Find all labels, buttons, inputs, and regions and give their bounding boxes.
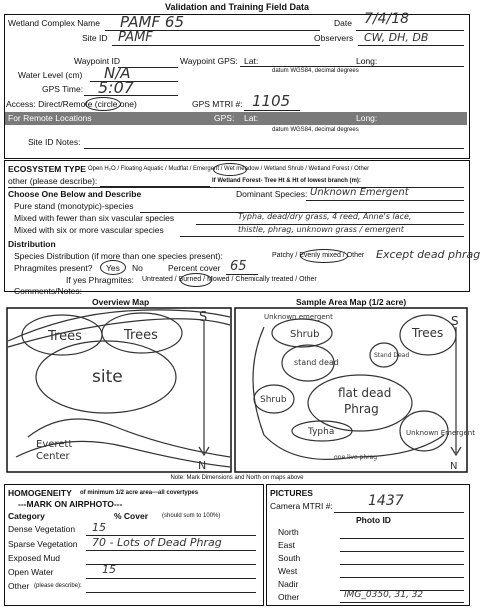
if-yes-label: If yes Phragmites: — [66, 275, 135, 285]
datum-note-1: datum WGS84, decimal degrees — [272, 68, 359, 74]
comments-label: Comments/Notes: — [14, 286, 83, 296]
overview-map-title: Overview Map — [92, 297, 150, 307]
homogeneity-subtitle: of minimum 1/2 acre area---all covertypes — [80, 490, 199, 496]
date-value[interactable]: 7/4/18 — [364, 11, 410, 27]
sample-label-standing-dead: stand dead — [294, 358, 339, 367]
overview-label-trees-1: Trees — [48, 329, 82, 344]
ecosystem-type-options[interactable]: Open H₂O / Floating Aquatic / Mudflat / Emergent / Wet meadow / Wetland Shrub / Wetland Forest / Other — [88, 166, 370, 172]
observers-line — [358, 45, 464, 46]
species-distribution-label: Species Distribution (if more than one species present): — [14, 251, 223, 261]
mixed-six-label: Mixed with six or more vascular species — [14, 225, 164, 235]
mixed-six-line — [180, 236, 464, 237]
picture-row-label: South — [278, 553, 301, 563]
site-id-notes-label: Site ID Notes: — [28, 137, 81, 147]
access-label: Access: Direct/Remote (circle one) — [6, 99, 137, 109]
long-label-2: Long: — [356, 113, 378, 123]
wetland-complex-label: Wetland Complex Name — [8, 18, 100, 28]
homog-row-value[interactable]: 15 — [92, 521, 106, 534]
water-level-label: Water Level (cm) — [18, 70, 83, 80]
homog-row-line — [86, 592, 256, 593]
overview-label-site: site — [92, 367, 123, 387]
homog-row-line — [86, 578, 256, 579]
sample-label-unknown-2: Unknown Emergent — [406, 429, 475, 437]
phrag-treatment-options[interactable]: Untreated / Burned / Mowed / Chemically treated / Other — [142, 276, 317, 283]
overview-label-center-2: Center — [36, 451, 70, 462]
distribution-options[interactable]: Patchy / Evenly mixed / Other — [272, 252, 365, 259]
phrag-present-label: Phragmites present? — [14, 263, 93, 273]
phrag-note[interactable]: Except dead phrag — [376, 248, 480, 261]
dominant-label: Dominant Species: — [236, 189, 308, 199]
pictures-title: PICTURES — [270, 488, 313, 498]
picture-row-line — [340, 538, 464, 539]
forest-note: If Wetland Forest- Tree Ht & Ht of lowest branch (m): — [212, 178, 361, 184]
phrag-no-label[interactable]: No — [132, 263, 143, 273]
observers-value[interactable]: CW, DH, DB — [364, 31, 429, 44]
homog-row-line — [86, 550, 256, 551]
picture-row-label: Other — [278, 592, 300, 602]
emergent-circle — [213, 163, 247, 176]
sample-area-map[interactable] — [234, 307, 475, 473]
lat-label-2: Lat: — [244, 113, 259, 123]
picture-row-line — [340, 551, 464, 552]
overview-map[interactable] — [6, 307, 232, 473]
sample-label-shrub-2: Shrub — [260, 395, 287, 405]
homog-row-label: Dense Vegetation — [8, 524, 76, 534]
camera-mtri-line — [334, 512, 464, 513]
overview-label-n: N — [198, 459, 207, 472]
site-id-label: Site ID — [82, 33, 108, 43]
waypoint-id-label: Waypoint ID — [74, 56, 120, 66]
overview-road-top-2 — [8, 319, 230, 347]
camera-mtri-label: Camera MTRI #: — [270, 501, 333, 511]
sheet-title: Validation and Training Field Data — [164, 2, 310, 12]
evenly-mixed-circle — [300, 249, 348, 263]
sample-label-s: S — [451, 314, 459, 328]
gps-mtri-label: GPS MTRI #: — [192, 99, 243, 109]
datum-note-2: datum WGS84, decimal degrees — [272, 127, 359, 133]
picture-row-value[interactable]: IMG_0350, 31, 32 — [344, 590, 424, 600]
sample-label-stand-dead-2: Stand Dead — [374, 352, 410, 359]
gps-time-label: GPS Time: — [42, 84, 84, 94]
dominant-line — [306, 200, 464, 201]
phrag-yes-label[interactable]: Yes — [106, 263, 120, 273]
picture-row-line — [340, 564, 464, 565]
observers-label: Observers — [314, 33, 354, 43]
sample-label-trees: Trees — [412, 326, 444, 340]
sample-label-shrub: Shrub — [290, 329, 320, 340]
overview-road-top — [8, 310, 230, 341]
picture-row-line — [340, 577, 464, 578]
percent-cover-label: Percent cover — [168, 263, 221, 273]
sample-label-one-live: one live phrag — [334, 454, 378, 461]
dominant-value[interactable]: Unknown Emergent — [310, 187, 409, 198]
maps-note: Note: Mark Dimensions and North on maps above — [170, 475, 304, 481]
homog-row-label: Exposed Mud — [8, 553, 60, 563]
waypoint-gps-label: Waypoint GPS: — [180, 56, 238, 66]
gps-mtri-value[interactable]: 1105 — [252, 92, 291, 110]
access-remote-circle — [85, 97, 121, 111]
homog-row-value[interactable]: 15 — [102, 563, 116, 576]
site-id-line — [112, 45, 320, 46]
overview-label-trees-2: Trees — [124, 328, 158, 343]
category-label: Category — [8, 511, 45, 521]
picture-row-label: North — [278, 527, 299, 537]
choose-label: Choose One Below and Describe — [8, 189, 142, 199]
sample-label-unknown-emergent: Unknown emergent — [264, 313, 333, 321]
wetland-complex-value[interactable]: PAMF 65 — [120, 13, 184, 31]
sample-label-typha: Typha — [308, 427, 335, 437]
pure-stand-label: Pure stand (monotypic)-species — [14, 201, 134, 211]
percent-cover-value[interactable]: 65 — [230, 259, 247, 274]
mixed-fewer-value[interactable]: Typha, dead/dry grass, 4 reed, Anne's lace, — [238, 212, 412, 221]
percent-cover-line — [226, 274, 258, 275]
picture-row-label: West — [278, 566, 298, 576]
date-label: Date — [334, 18, 352, 28]
mixed-six-value[interactable]: thistle, phrag, unknown grass / emergent — [238, 225, 404, 234]
sample-label-flat-dead: flat dead — [338, 386, 392, 400]
ecosystem-type-label: ECOSYSTEM TYPE — [8, 164, 86, 174]
homog-row-label: Open Water — [8, 567, 54, 577]
remote-locations-label: For Remote Locations — [8, 113, 92, 123]
gps-label: GPS: — [214, 113, 235, 123]
homog-other-sub: (please describe): — [34, 583, 82, 589]
gps-mtri-line — [244, 110, 300, 111]
site-id-notes-line — [84, 148, 464, 149]
water-level-value[interactable]: N/A — [104, 64, 131, 82]
site-id-value[interactable]: PAMF — [118, 30, 153, 45]
waypoint-gps-line — [240, 66, 464, 67]
picture-row-label: East — [278, 540, 296, 550]
mark-on-airphoto: ---MARK ON AIRPHOTO--- — [18, 499, 123, 509]
cover-label: % Cover — [114, 511, 149, 521]
gps-time-value[interactable]: 5:07 — [98, 78, 134, 97]
phrag-yes-circle — [100, 260, 126, 275]
picture-row-label: Nadir — [278, 579, 299, 589]
homog-row-value[interactable]: 70 - Lots of Dead Phrag — [92, 536, 222, 549]
sample-map-title: Sample Area Map (1/2 acre) — [296, 297, 407, 307]
sample-label-phrag: Phrag — [344, 402, 379, 416]
photo-id-label: Photo ID — [356, 515, 391, 525]
picture-row-line — [340, 602, 464, 603]
distribution-label: Distribution — [8, 239, 56, 249]
lat-label-1: Lat: — [244, 56, 259, 66]
mixed-fewer-label: Mixed with fewer than six vascular species — [14, 213, 175, 223]
long-label-1: Long: — [356, 56, 378, 66]
homogeneity-title: HOMOGENEITY — [8, 488, 72, 498]
camera-mtri-value[interactable]: 1437 — [368, 493, 404, 509]
sample-label-n: N — [450, 461, 458, 472]
homog-row-label: Other — [8, 581, 30, 591]
overview-label-s: S — [199, 310, 208, 325]
cover-note: (should sum to 100%) — [162, 513, 221, 519]
mowed-circle — [180, 273, 212, 287]
overview-label-center-1: Everett — [36, 439, 73, 450]
homog-row-label: Sparse Vegetation — [8, 539, 78, 549]
other-describe-label: other (please describe): — [8, 176, 98, 186]
